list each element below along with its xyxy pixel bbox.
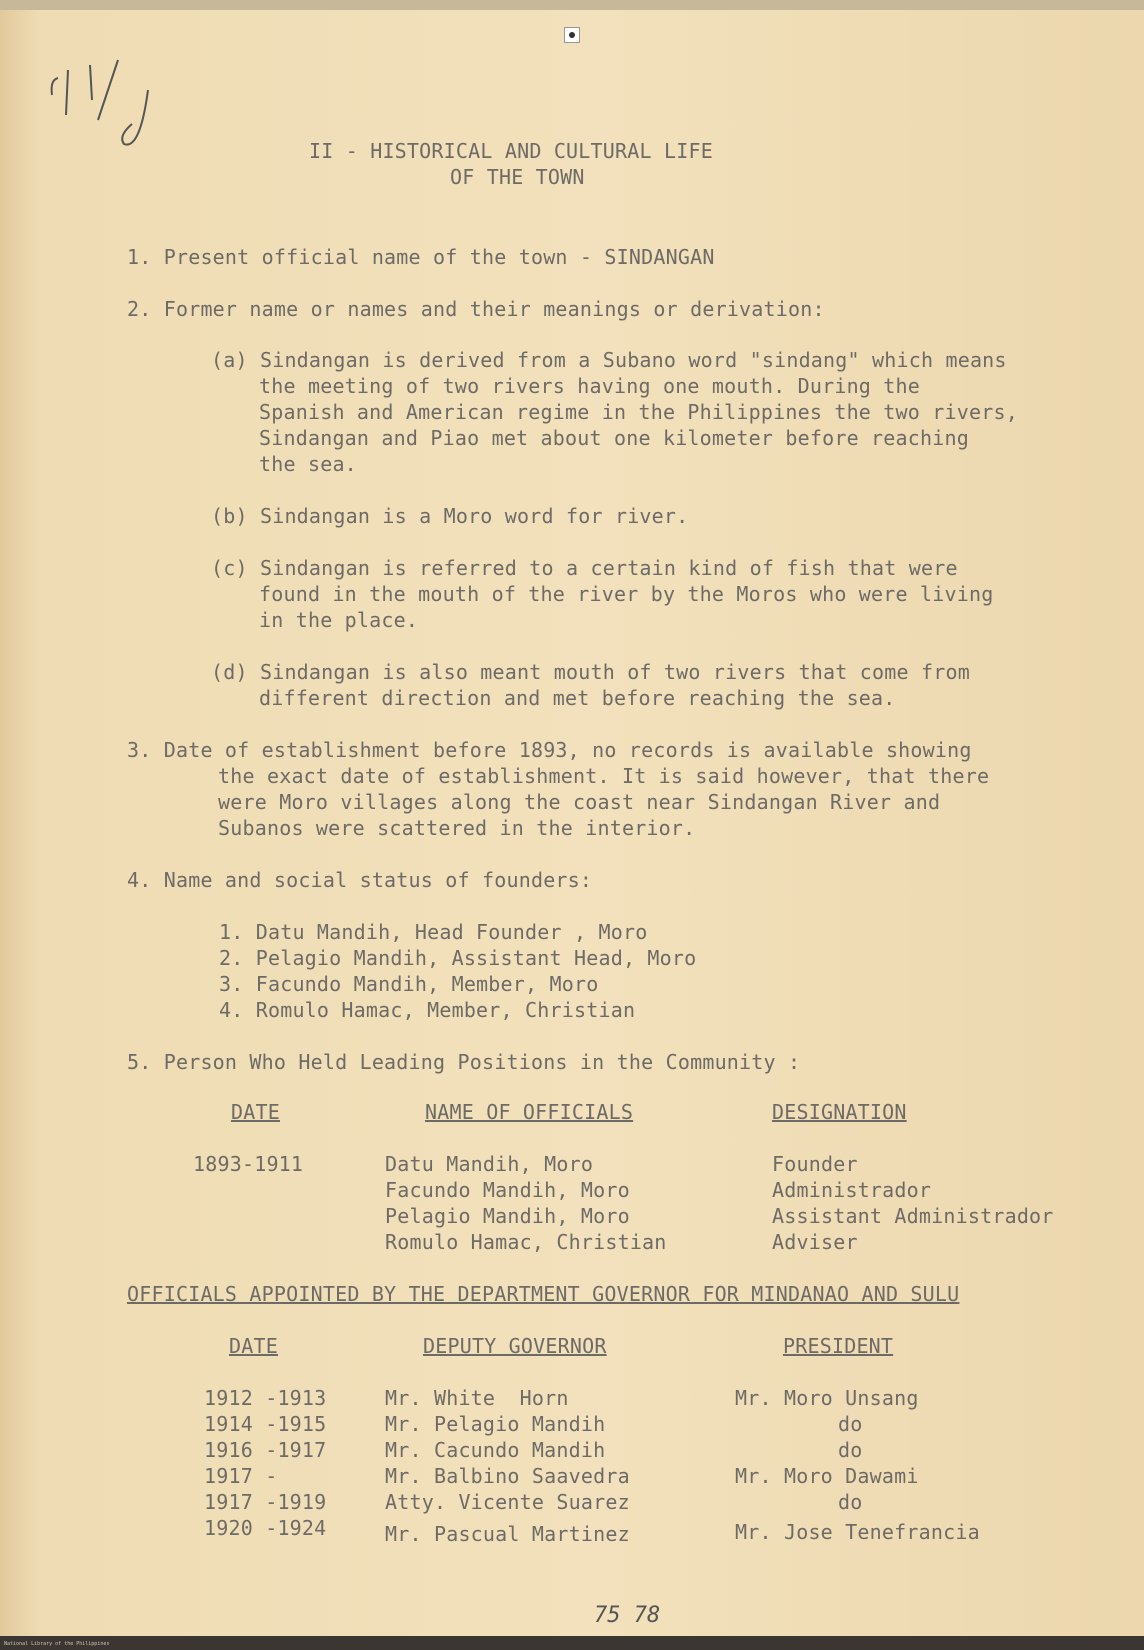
leader-designation: Adviser (772, 1230, 858, 1254)
officials-heading: OFFICIALS APPOINTED BY THE DEPARTMENT GOVERNOR FOR MINDANAO AND SULU (127, 1282, 960, 1306)
deputy-governor: Mr. Pelagio Mandih (385, 1412, 606, 1436)
leaders-header-designation: DESIGNATION (772, 1100, 907, 1124)
governor-date: 1916 -1917 (204, 1438, 327, 1462)
item-3-line: were Moro villages along the coast near Sindangan River and (218, 790, 941, 814)
governor-date: 1917 -1919 (204, 1490, 327, 1514)
deputy-governor: Mr. White Horn (385, 1386, 569, 1410)
item-3-line: 3. Date of establishment before 1893, no records is available showing (127, 738, 972, 762)
leader-designation: Administrador (772, 1178, 932, 1202)
governors-header-date: DATE (229, 1334, 278, 1358)
item-2a-line: Sindangan and Piao met about one kilometer before reaching (259, 426, 969, 450)
leaders-header-name: NAME OF OFFICIALS (425, 1100, 634, 1124)
item-2a-line: Spanish and American regime in the Philippines the two rivers, (259, 400, 1018, 424)
president: Mr. Moro Unsang (735, 1386, 919, 1410)
item-3-line: the exact date of establishment. It is said however, that there (218, 764, 990, 788)
item-2c-line: in the place. (259, 608, 419, 632)
president: Mr. Moro Dawami (735, 1464, 919, 1488)
page-number: 75 78 (594, 1603, 661, 1628)
governors-header-president: PRESIDENT (783, 1334, 894, 1358)
leader-designation: Founder (772, 1152, 858, 1176)
item-2a-line: the meeting of two rivers having one mouth. During the (259, 374, 921, 398)
item-2c-line: (c) Sindangan is referred to a certain kind of fish that were (211, 556, 958, 580)
title-line-1: II - HISTORICAL AND CULTURAL LIFE (309, 139, 713, 163)
item-3-line: Subanos were scattered in the interior. (218, 816, 696, 840)
deputy-governor: Mr. Pascual Martinez (385, 1522, 630, 1546)
item-1: 1. Present official name of the town - SINDANGAN (127, 245, 715, 269)
deputy-governor: Mr. Cacundo Mandih (385, 1438, 606, 1462)
deputy-governor: Atty. Vicente Suarez (385, 1490, 630, 1514)
binding-hole-icon (564, 27, 580, 43)
item-2a-line: the sea. (259, 452, 357, 476)
leader-name: Romulo Hamac, Christian (385, 1230, 667, 1254)
item-5: 5. Person Who Held Leading Positions in the Community : (127, 1050, 801, 1074)
library-footer: National Library of the Philippines (4, 1641, 110, 1647)
item-2c-line: found in the mouth of the river by the Moros who were living (259, 582, 994, 606)
leader-name: Pelagio Mandih, Moro (385, 1204, 630, 1228)
handwritten-corner-mark (40, 40, 180, 170)
scan-bottom-edge (0, 1636, 1144, 1650)
item-2b: (b) Sindangan is a Moro word for river. (211, 504, 689, 528)
governor-date: 1917 - (204, 1464, 278, 1488)
leaders-date: 1893-1911 (193, 1152, 304, 1176)
governor-date: 1914 -1915 (204, 1412, 327, 1436)
item-2d-line: (d) Sindangan is also meant mouth of two rivers that come from (211, 660, 970, 684)
governors-header-deputy: DEPUTY GOVERNOR (423, 1334, 607, 1358)
president: do (838, 1412, 863, 1436)
scan-top-edge (0, 0, 1144, 10)
leader-designation: Assistant Administrador (772, 1204, 1054, 1228)
founder-item: 3. Facundo Mandih, Member, Moro (219, 972, 599, 996)
title-line-2: OF THE TOWN (450, 165, 585, 189)
founder-item: 4. Romulo Hamac, Member, Christian (219, 998, 636, 1022)
leader-name: Facundo Mandih, Moro (385, 1178, 630, 1202)
leaders-header-date: DATE (231, 1100, 280, 1124)
leader-name: Datu Mandih, Moro (385, 1152, 594, 1176)
founder-item: 2. Pelagio Mandih, Assistant Head, Moro (219, 946, 697, 970)
item-2d-line: different direction and met before reaching the sea. (259, 686, 896, 710)
item-2a-line: (a) Sindangan is derived from a Subano word "sindang" which means (211, 348, 1007, 372)
president: do (838, 1490, 863, 1514)
deputy-governor: Mr. Balbino Saavedra (385, 1464, 630, 1488)
item-4: 4. Name and social status of founders: (127, 868, 593, 892)
president: Mr. Jose Tenefrancia (735, 1520, 980, 1544)
governor-date: 1912 -1913 (204, 1386, 327, 1410)
founder-item: 1. Datu Mandih, Head Founder , Moro (219, 920, 648, 944)
president: do (838, 1438, 863, 1462)
governor-date: 1920 -1924 (204, 1516, 327, 1540)
item-2: 2. Former name or names and their meanings or derivation: (127, 297, 825, 321)
